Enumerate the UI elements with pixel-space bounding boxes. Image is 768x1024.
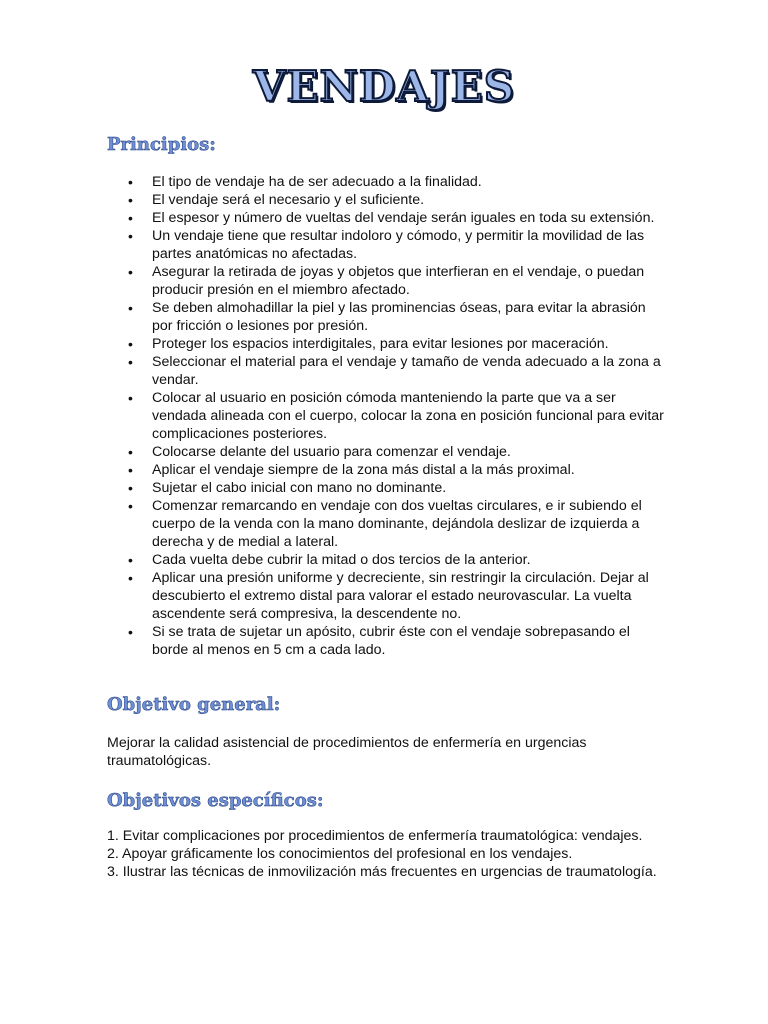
document-title: VENDAJES bbox=[252, 62, 516, 111]
list-item: • El espesor y número de vueltas del vendaje serán iguales en toda su extensión. bbox=[107, 209, 667, 227]
list-item: • Un vendaje tiene que resultar indoloro y cómodo, y permitir la movilidad de las partes anatómicas no afectadas. bbox=[107, 227, 667, 263]
list-item: • Colocarse delante del usuario para comenzar el vendaje. bbox=[107, 443, 667, 461]
list-item: • Sujetar el cabo inicial con mano no dominante. bbox=[107, 479, 667, 497]
list-item: • Seleccionar el material para el vendaje y tamaño de venda adecuado a la zona a vendar. bbox=[107, 353, 667, 389]
list-item: • El tipo de vendaje ha de ser adecuado a la finalidad. bbox=[107, 173, 667, 191]
list-item: 2. Apoyar gráficamente los conocimientos del profesional en los vendajes. bbox=[107, 846, 573, 862]
objetivo-general-heading: Objetivo general: bbox=[107, 694, 281, 715]
principios-heading: Principios: bbox=[107, 134, 216, 155]
list-item: • Si se trata de sujetar un apósito, cubrir éste con el vendaje sobrepasando el borde al menos en 5 cm a cada lado. bbox=[107, 623, 667, 659]
list-item: • Comenzar remarcando en vendaje con dos vueltas circulares, e ir subiendo el cuerpo de la venda con la mano dominante, dejándola deslizar de izquierda a derecha y de medial a lateral. bbox=[107, 497, 667, 551]
list-item: • Proteger los espacios interdigitales, para evitar lesiones por maceración. bbox=[107, 335, 667, 353]
objetivos-especificos-list bbox=[107, 827, 667, 881]
principios-list bbox=[107, 173, 667, 659]
list-item: 3. Ilustrar las técnicas de inmovilización más frecuentes en urgencias de traumatología. bbox=[107, 864, 657, 880]
list-item: • Cada vuelta debe cubrir la mitad o dos tercios de la anterior. bbox=[107, 551, 667, 569]
objetivos-especificos-heading: Objetivos específicos: bbox=[107, 790, 324, 811]
list-item: • Se deben almohadillar la piel y las prominencias óseas, para evitar la abrasión por fricción o lesiones por presión. bbox=[107, 299, 667, 335]
list-item: • El vendaje será el necesario y el suficiente. bbox=[107, 191, 667, 209]
list-item: 1. Evitar complicaciones por procedimientos de enfermería traumatológica: vendajes. bbox=[107, 828, 643, 844]
objetivo-general-text: Mejorar la calidad asistencial de procedimientos de enfermería en urgencias traumatológicas. bbox=[107, 735, 587, 769]
list-item: • Asegurar la retirada de joyas y objetos que interfieran en el vendaje, o puedan producir presión en el miembro afectado. bbox=[107, 263, 667, 299]
list-item: • Colocar al usuario en posición cómoda manteniendo la parte que va a ser vendada alineada con el cuerpo, colocar la zona en posición funcional para evitar complicaciones posteriores. bbox=[107, 389, 667, 443]
list-item: • Aplicar el vendaje siempre de la zona más distal a la más proximal. bbox=[107, 461, 667, 479]
list-item: • Aplicar una presión uniforme y decreciente, sin restringir la circulación. Dejar al descubierto el extremo distal para valorar el estado neurovascular. La vuelta ascendente será compresiva, la descendente no. bbox=[107, 569, 667, 623]
